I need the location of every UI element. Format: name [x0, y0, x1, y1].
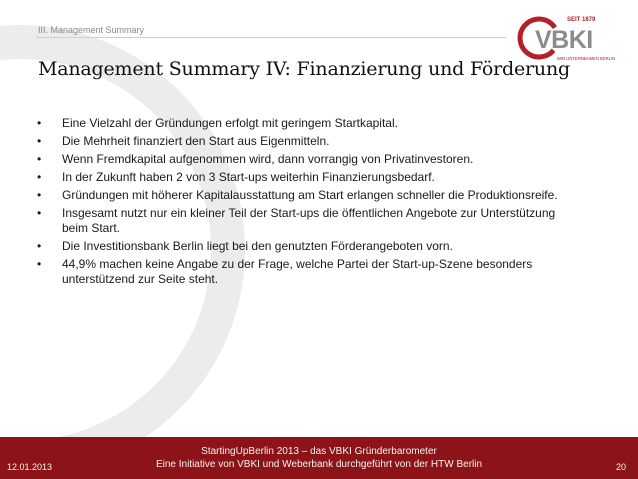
bullet-text: Gründungen mit höherer Kapitalausstattung am Start erlangen schneller die Produktionsreife. — [62, 188, 558, 202]
page-number: 20 — [615, 462, 626, 472]
bullet-text: Die Mehrheit finanziert den Start aus Eigenmitteln. — [62, 134, 330, 148]
bullet-dot-icon: • — [37, 188, 42, 202]
bullet-text: Eine Vielzahl der Gründungen erfolgt mit geringem Startkapital. — [62, 116, 398, 130]
bullet-dot-icon: • — [37, 239, 42, 253]
bullet-text: In der Zukunft haben 2 von 3 Start-ups weiterhin Finanzierungsbedarf. — [62, 170, 435, 184]
header-divider — [36, 37, 506, 38]
section-label: III. Management Summary — [38, 25, 145, 35]
bullet-dot-icon: • — [37, 116, 42, 130]
bullet-dot-icon: • — [37, 257, 42, 271]
logo-since: SEIT 1879 — [567, 17, 596, 23]
bullet-item — [37, 152, 582, 167]
bullet-item — [37, 134, 582, 149]
bullet-text: Insgesamt nutzt nur ein kleiner Teil der Start-ups die öffentlichen Angebote zur Unterstützung beim Start. — [62, 206, 556, 235]
footer-bar — [0, 437, 638, 479]
footer-subtitle: Eine Initiative von VBKI und Weberbank durchgeführt von der HTW Berlin — [155, 459, 483, 470]
footer-date: 12.01.2013 — [7, 462, 53, 472]
logo-name: VBKI — [535, 26, 593, 54]
bullet-item — [37, 116, 582, 131]
bullet-item — [37, 188, 582, 203]
bullet-item — [37, 257, 582, 287]
bullet-dot-icon: • — [37, 170, 42, 184]
bullet-item — [37, 170, 582, 185]
bullet-text: Die Investitionsbank Berlin liegt bei den genutzten Förderangeboten vorn. — [62, 239, 453, 253]
logo-tagline: WIR UNTERNEHMEN BERLIN — [557, 56, 616, 61]
bullet-list — [37, 116, 582, 290]
bullet-dot-icon: • — [37, 206, 42, 220]
bullet-text: 44,9% machen keine Angabe zu der Frage, welche Partei der Start-up-Szene besonders unterstützend zur Seite steht. — [62, 257, 533, 286]
bullet-item — [37, 239, 582, 254]
page-title: Management Summary IV: Finanzierung und Förderung — [38, 58, 570, 80]
bullet-dot-icon: • — [37, 134, 42, 148]
footer-title: StartingUpBerlin 2013 – das VBKI Gründerbarometer — [201, 446, 437, 457]
bullet-item — [37, 206, 582, 236]
bullet-dot-icon: • — [37, 152, 42, 166]
bullet-text: Wenn Fremdkapital aufgenommen wird, dann vorrangig von Privatinvestoren. — [62, 152, 474, 166]
